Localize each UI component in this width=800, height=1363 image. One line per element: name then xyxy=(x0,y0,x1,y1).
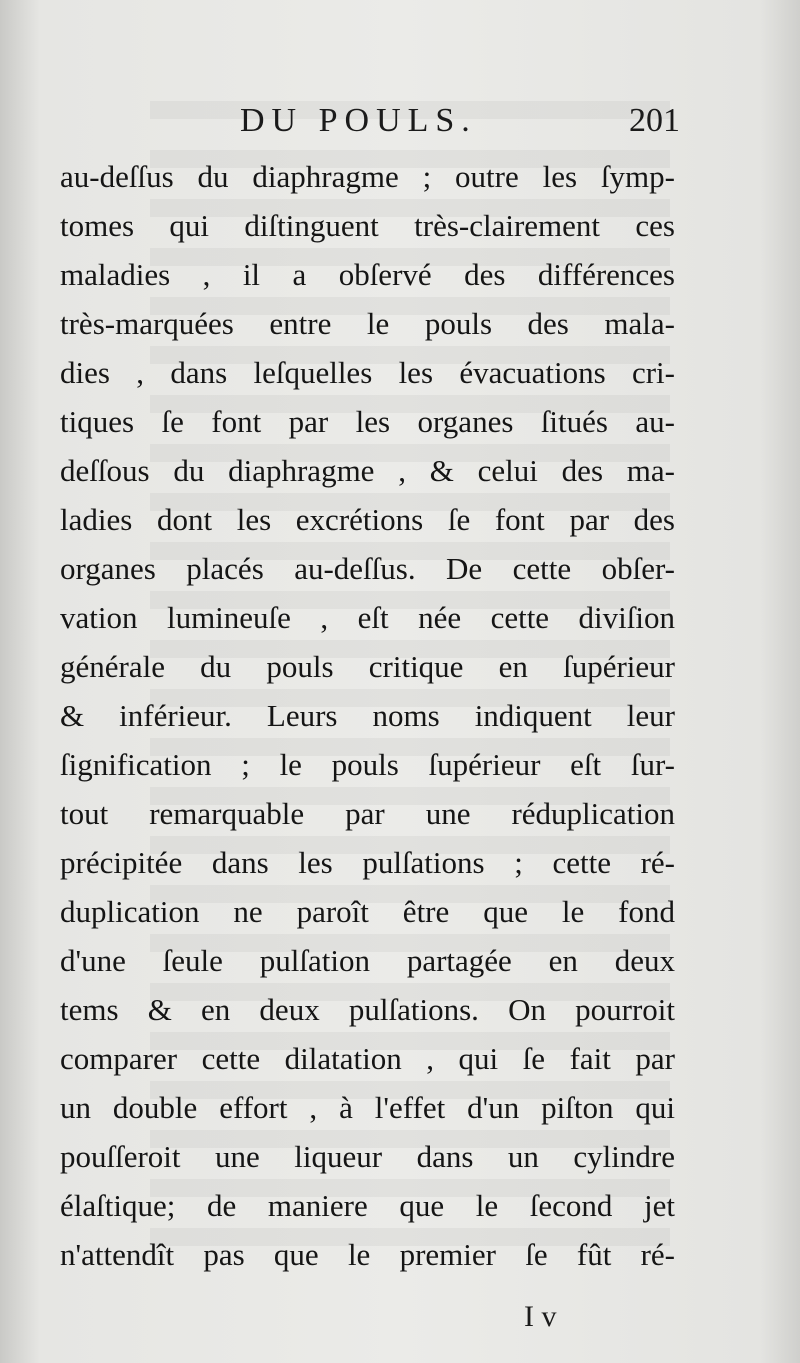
text-line: élaſtique; de maniere que le ſecond jet xyxy=(60,1188,675,1223)
text-line: ladies dont les excrétions ſe font par des xyxy=(60,502,675,537)
text-line: n'attendît pas que le premier ſe fût ré- xyxy=(60,1237,675,1272)
text-line: très-marquées entre le pouls des mala- xyxy=(60,306,675,341)
text-line: organes placés au-deſſus. De cette obſer- xyxy=(60,551,675,586)
text-line: précipitée dans les pulſations ; cette ré- xyxy=(60,845,675,880)
text-line: un double effort , à l'effet d'un piſton qui xyxy=(60,1090,675,1125)
text-line: tout remarquable par une réduplication xyxy=(60,796,675,831)
running-head-title: DU POULS. xyxy=(240,102,477,139)
text-line: dies , dans leſquelles les évacuations cri- xyxy=(60,355,675,390)
text-line: au-deſſus du diaphragme ; outre les ſymp- xyxy=(60,159,675,194)
signature-mark: I v xyxy=(524,1300,557,1333)
text-line: générale du pouls critique en ſupérieur xyxy=(60,649,675,684)
text-line: pouſſeroit une liqueur dans un cylindre xyxy=(60,1139,675,1174)
page-number: 201 xyxy=(629,102,680,139)
text-line: tems & en deux pulſations. On pourroit xyxy=(60,992,675,1027)
text-line: vation lumineuſe , eſt née cette diviſion xyxy=(60,600,675,635)
text-line: tomes qui diſtinguent très-clairement ces xyxy=(60,208,675,243)
text-line: duplication ne paroît être que le fond xyxy=(60,894,675,929)
text-line: tiques ſe font par les organes ſitués au- xyxy=(60,404,675,439)
text-line: maladies , il a obſervé des différences xyxy=(60,257,675,292)
running-head xyxy=(240,102,680,150)
text-line: ſignification ; le pouls ſupérieur eſt ſur- xyxy=(60,747,675,782)
text-line: & inférieur. Leurs noms indiquent leur xyxy=(60,698,675,733)
body-text xyxy=(60,152,675,1279)
text-line: d'une ſeule pulſation partagée en deux xyxy=(60,943,675,978)
text-line: comparer cette dilatation , qui ſe fait par xyxy=(60,1041,675,1076)
text-line: deſſous du diaphragme , & celui des ma- xyxy=(60,453,675,488)
